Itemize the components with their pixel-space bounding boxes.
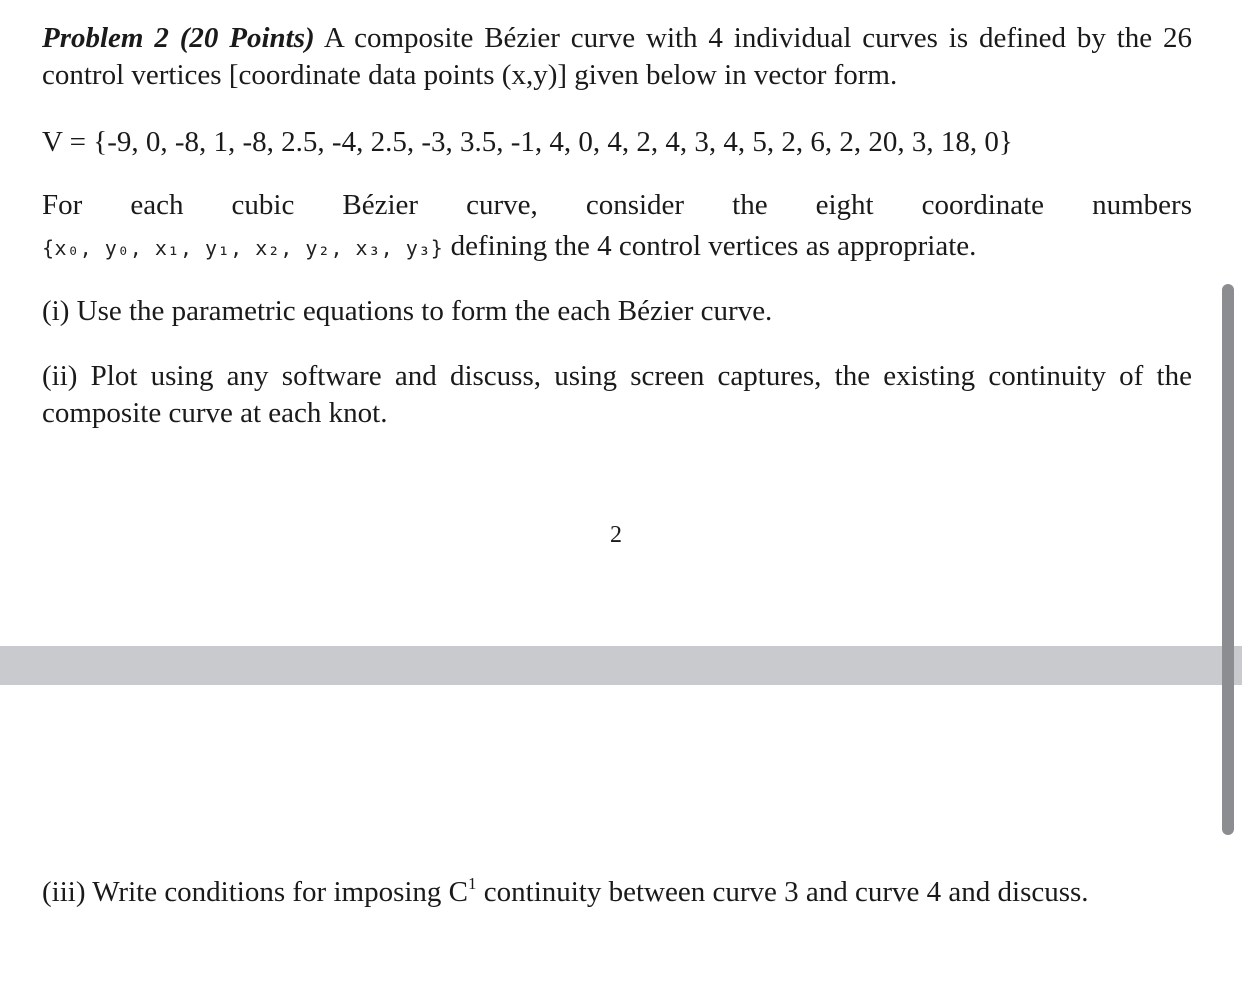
control-vector: V = {-9, 0, -8, 1, -8, 2.5, -4, 2.5, -3, 3.5, -1, 4, 0, 4, 2, 4, 3, 4, 5, 2, 6, 2, 20, 3, 18, 0} xyxy=(42,126,1013,158)
part-iii xyxy=(42,874,1192,911)
part-iii-before: (iii) Write conditions for imposing C xyxy=(42,876,469,908)
part-ii: (ii) Plot using any software and discuss, using screen captures, the existing continuity of the composite curve at each knot. xyxy=(42,360,1192,429)
for-each-continued xyxy=(42,228,1192,267)
problem-intro-text: A composite Bézier curve with 4 individual curves is defined by the 26 control vertices [coordinate data points (x,y)] given below in vector form. xyxy=(42,22,1193,91)
page-number: 2 xyxy=(610,522,622,548)
problem-intro xyxy=(42,20,1192,94)
part-iii-after: continuity between curve 3 and curve 4 and discuss. xyxy=(476,876,1089,908)
part-i: (i) Use the parametric equations to form the each Bézier curve. xyxy=(42,295,773,327)
coordinate-variables: {x₀, y₀, x₁, y₁, x₂, y₂, x₃, y₃} xyxy=(42,236,444,260)
for-each-line: For each cubic Bézier curve, consider the eight coordinate numbers xyxy=(42,189,1192,221)
page-separator xyxy=(0,646,1242,685)
part-iii-superscript: 1 xyxy=(468,874,477,893)
scrollbar-thumb[interactable] xyxy=(1222,284,1234,835)
problem-heading: Problem 2 (20 Points) xyxy=(42,22,315,54)
for-each-rest: defining the 4 control vertices as appropriate. xyxy=(443,230,977,262)
